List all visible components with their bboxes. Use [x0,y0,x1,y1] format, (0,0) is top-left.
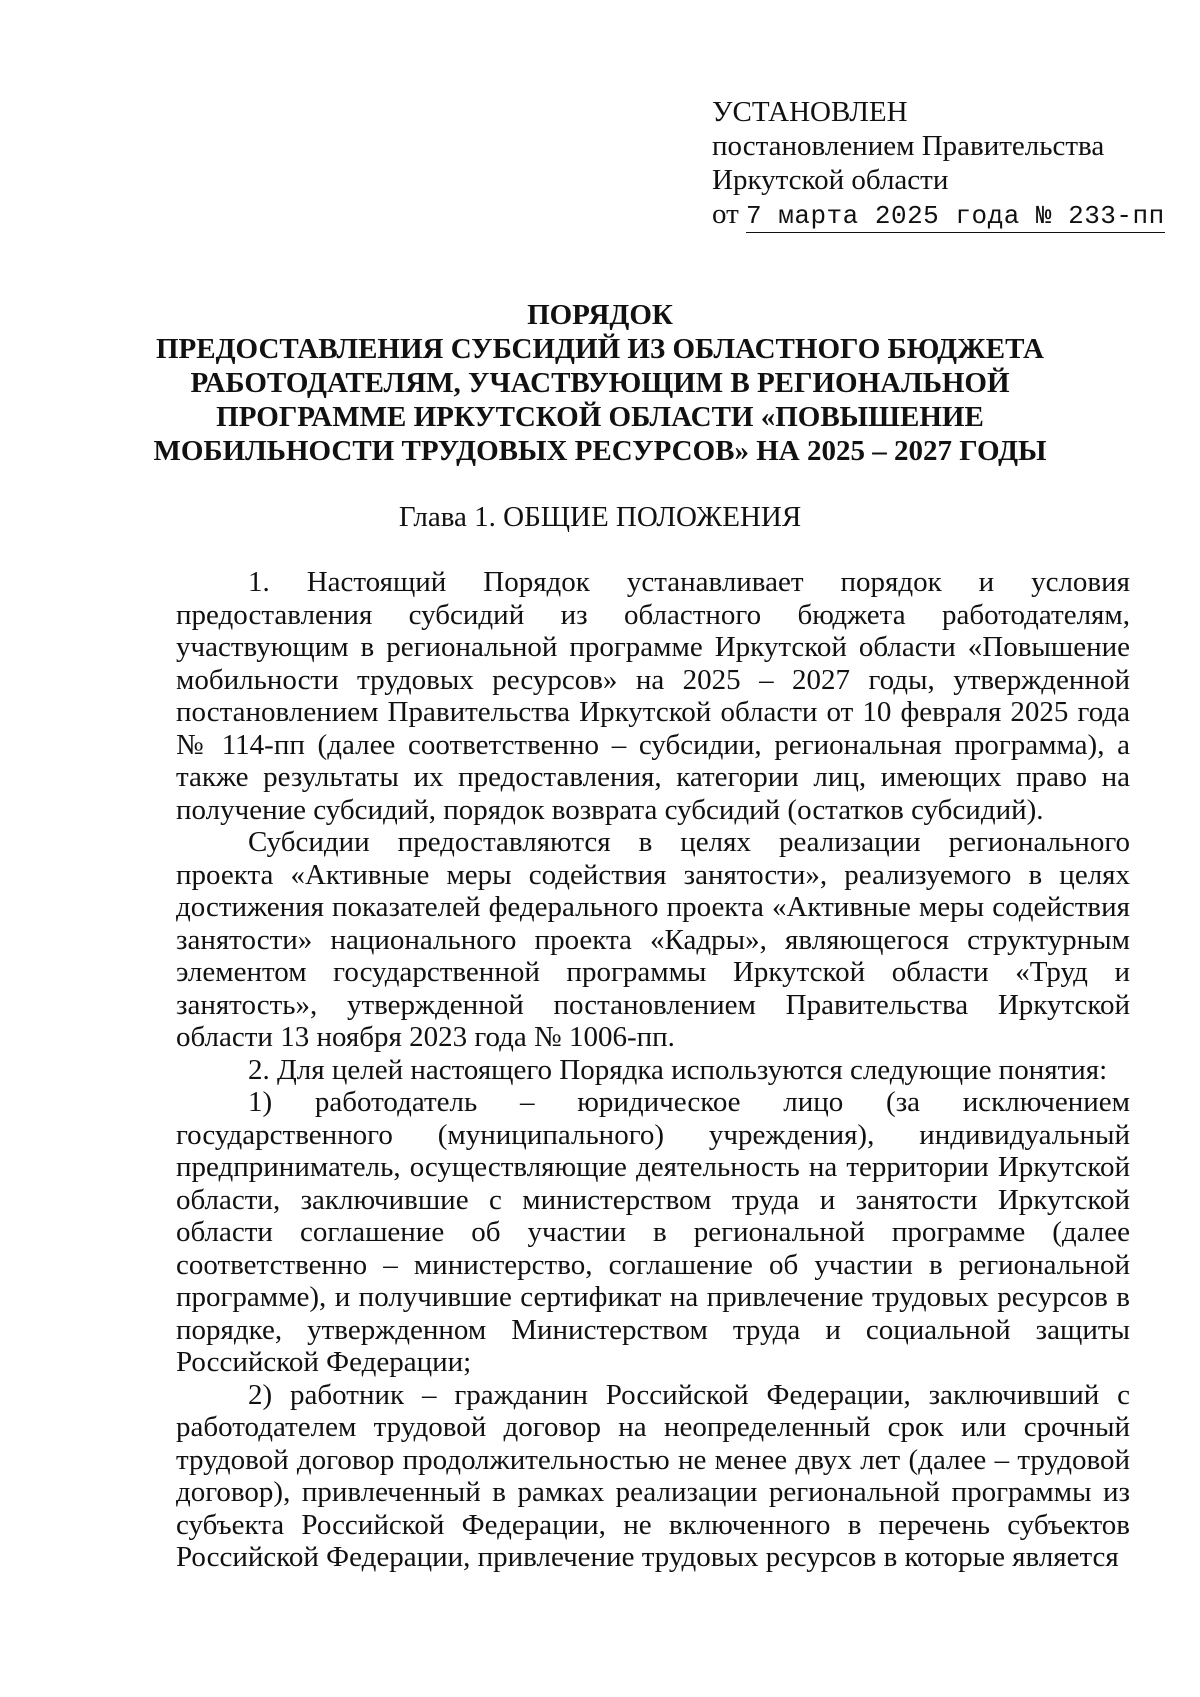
title-line-4: ПРОГРАММЕ ИРКУТСКОЙ ОБЛАСТИ «ПОВЫШЕНИЕ [216,401,984,433]
document-title [150,298,1050,468]
paragraph-3: 2. Для целей настоящего Порядка используются следующие понятия: [248,1053,1108,1086]
document-body [176,566,1130,1574]
paragraph-1: 1. Настоящий Порядок устанавливает порядок и условия предоставления субсидий из областного бюджета работодателям, участвующим в региональной программе Иркутской области «Повышение мобильности трудовых ресурсов» на 2025 – 2027 годы, утвержденной постановлением Правительства Иркутской области от 10 февраля 2025 года № 114-пп (далее соответственно – субсидии, региональная программа), а также результаты их предоставления, категории лиц, имеющих право на получение субсидий, порядок возврата субсидий (остатков субсидий). [176,566,1130,826]
chapter-heading: Глава 1. ОБЩИЕ ПОЛОЖЕНИЯ [398,501,802,533]
stamp-date-prefix: от [712,198,739,230]
approval-stamp [712,95,1165,233]
stamp-approved: УСТАНОВЛЕН [712,96,908,128]
stamp-authority: постановлением Правительства [712,130,1105,162]
paragraph-2: Субсидии предоставляются в целях реализации регионального проекта «Активные меры содействия занятости», реализуемого в целях достижения показателей федерального проекта «Активные меры содействия занятости» национального проекта «Кадры», являющегося структурным элементом государственной программы Иркутской области «Труд и занятость», утвержденной постановлением Правительства Иркутской области 13 ноября 2023 года № 1006-пп. [176,826,1130,1053]
stamp-region: Иркутской области [712,164,949,196]
stamp-date-line [712,197,1165,233]
stamp-date-value: 7 марта 2025 года № 233-пп [746,201,1165,231]
title-line-5: МОБИЛЬНОСТИ ТРУДОВЫХ РЕСУРСОВ» НА 2025 – 2027 ГОДЫ [153,435,1047,467]
title-line-3: РАБОТОДАТЕЛЯМ, УЧАСТВУЮЩИМ В РЕГИОНАЛЬНОЙ [190,367,1010,399]
title-line-1: ПОРЯДОК [527,299,673,331]
paragraph-4: 1) работодатель – юридическое лицо (за исключением государственного (муниципального) учреждения), индивидуальный предприниматель, осуществляющие деятельность на территории Иркутской области, заключившие с министерством труда и занятости Иркутской области соглашение об участии в региональной программе (далее соответственно – министерство, соглашение об участии в региональной программе), и получившие сертификат на привлечение трудовых ресурсов в порядке, утвержденном Министерством труда и социальной защиты Российской Федерации; [176,1086,1130,1378]
paragraph-5: 2) работник – гражданин Российской Федерации, заключивший с работодателем трудовой договор на неопределенный срок или срочный трудовой договор продолжительностью не менее двух лет (далее – трудовой договор), привлеченный в рамках реализации региональной программы из субъекта Российской Федерации, не включенного в перечень субъектов Российской Федерации, привлечение трудовых ресурсов в которые является [176,1378,1130,1573]
title-line-2: ПРЕДОСТАВЛЕНИЯ СУБСИДИЙ ИЗ ОБЛАСТНОГО БЮДЖЕТА [155,333,1044,365]
